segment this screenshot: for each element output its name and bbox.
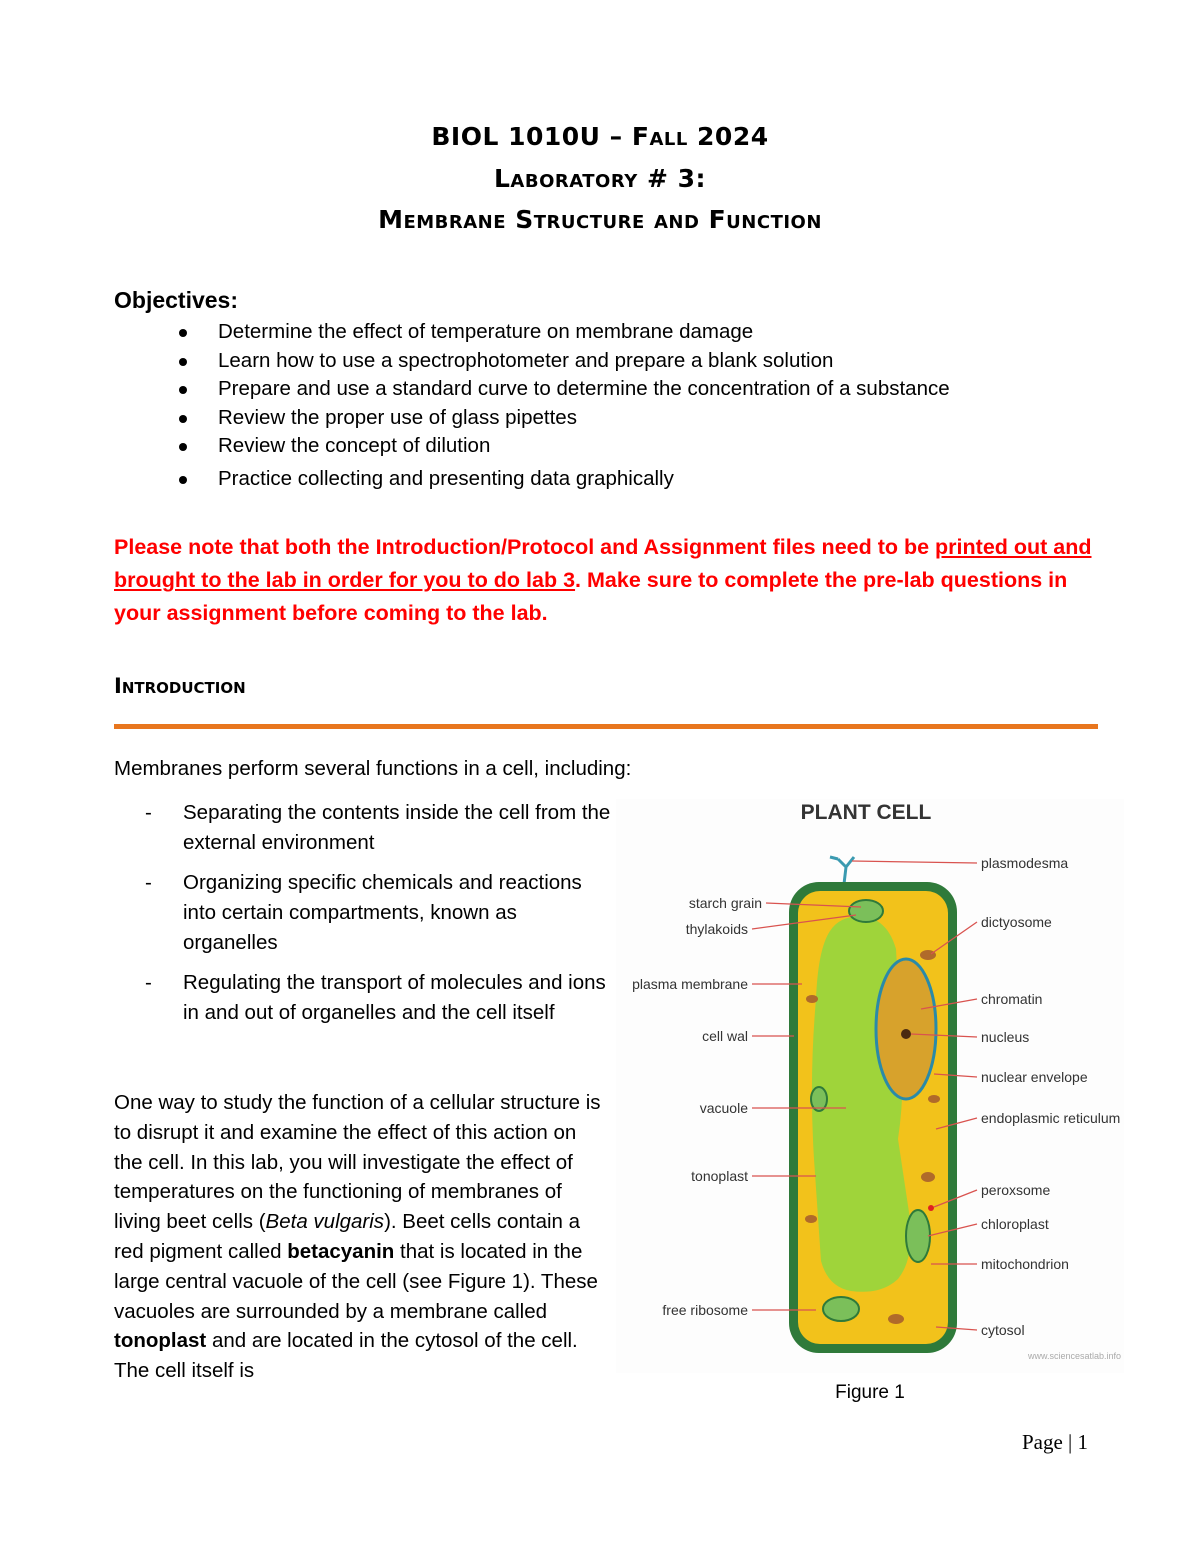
objective-text: Review the proper use of glass pipettes: [218, 405, 577, 429]
label-plasmodesma: plasmodesma: [981, 855, 1069, 871]
doc-lab-title: Membrane Structure and Function: [378, 205, 822, 234]
intro-lead: Membranes perform several functions in a cell, including:: [114, 757, 632, 780]
label-thylakoids: thylakoids: [685, 921, 748, 937]
term-betacyanin: betacyanin: [287, 1239, 395, 1263]
objectives-heading: Objectives:: [114, 287, 238, 313]
plant-cell-diagram: [616, 799, 1124, 1373]
notice-underlined-text: printed out and brought to the lab in order for you to do lab 3: [114, 535, 1092, 592]
label-chloroplast: chloroplast: [981, 1216, 1049, 1232]
paragraph-text: that is located in the large central vacuole of the cell (see Figure 1). These vacuoles are surrounded by a membrane called: [114, 1239, 598, 1323]
label-endoplasmic-reticulum: endoplasmic reticulum: [981, 1110, 1121, 1126]
dash-marker: -: [145, 801, 152, 824]
species-name: Beta vulgaris: [265, 1210, 385, 1234]
objective-text: Determine the effect of temperature on membrane damage: [218, 320, 754, 343]
nucleolus-shape: [901, 1029, 911, 1039]
function-text: Separating the contents inside the cell from the external environment: [183, 801, 611, 854]
paragraph-text: and are located in the cytosol of the cell. The cell itself is: [114, 1329, 578, 1383]
label-starch-grain: starch grain: [688, 895, 762, 911]
paragraph-text: ). Beet cells contain a red pigment called: [114, 1210, 581, 1263]
label-nuclear-envelope: nuclear envelope: [981, 1069, 1088, 1085]
label-peroxisome: peroxsome: [981, 1182, 1051, 1198]
figure-watermark: www.sciencesatlab.info: [1027, 1351, 1121, 1361]
label-nucleus: nucleus: [981, 1029, 1030, 1045]
plant-cell-figure: [616, 799, 1124, 1373]
bullet-icon: [179, 358, 187, 366]
bullet-icon: [179, 443, 187, 451]
organelle-shape: [928, 1095, 940, 1103]
label-chromatin: chromatin: [981, 991, 1043, 1007]
chloroplast-shape: [823, 1297, 859, 1321]
bullet-icon: [179, 476, 187, 484]
list-item: [145, 868, 615, 958]
label-cytosol: cytosol: [981, 1322, 1025, 1338]
list-item: [145, 968, 615, 1028]
label-plasma-membrane: plasma membrane: [632, 976, 748, 992]
label-mitochondrion: mitochondrion: [981, 1256, 1069, 1272]
dash-marker: -: [145, 871, 152, 894]
objective-text: Prepare and use a standard curve to determine the concentration of a substance: [218, 377, 950, 401]
objective-text: Learn how to use a spectrophotometer and prepare a blank solution: [218, 348, 834, 372]
organelle-shape: [805, 1215, 817, 1223]
introduction-heading: Introduction: [114, 674, 246, 698]
bullet-icon: [179, 386, 187, 394]
page-number: Page | 1: [1021, 1430, 1088, 1454]
list-item: [145, 798, 615, 858]
doc-course-title: BIOL 1010U – Fall 2024: [431, 122, 769, 151]
section-divider: [114, 724, 1098, 729]
label-free-ribosome: free ribosome: [662, 1302, 748, 1318]
label-cell-wall: cell wal: [702, 1028, 748, 1044]
function-text: Organizing specific chemicals and reactions into certain compartments, known as organelles: [183, 871, 582, 954]
chloroplast-shape: [906, 1210, 930, 1262]
label-tonoplast: tonoplast: [691, 1168, 748, 1184]
chloroplast-shape: [849, 900, 883, 922]
objective-text: Review the concept of dilution: [218, 434, 491, 458]
objective-text: Practice collecting and presenting data graphically: [218, 466, 674, 490]
peroxisome-shape: [928, 1205, 934, 1211]
label-vacuole: vacuole: [699, 1100, 748, 1116]
organelle-shape: [888, 1314, 904, 1324]
organelle-shape: [806, 995, 818, 1003]
paragraph-text: One way to study the function of a cellular structure is to disrupt it and examine the effect of this action on the cell. In this lab, you will investigate the effect of temperatures on the functioning of membranes of living beet cells (: [114, 1091, 601, 1234]
dash-marker: -: [145, 971, 152, 994]
intro-paragraph: [114, 1088, 604, 1386]
print-notice: [114, 531, 1104, 630]
membrane-functions-list: [145, 798, 615, 1038]
doc-lab-number: Laboratory # 3:: [493, 164, 706, 193]
notice-text: . Make sure to complete the pre-lab questions in your assignment before coming to the lab.: [114, 568, 1068, 625]
organelle-shape: [921, 1172, 935, 1182]
bullet-icon: [179, 415, 187, 423]
label-dictyosome: dictyosome: [981, 914, 1052, 930]
figure-title: PLANT CELL: [800, 801, 932, 824]
figure-caption: Figure 1: [835, 1382, 905, 1403]
notice-text: Please note that both the Introduction/Protocol and Assignment files need to be: [114, 535, 936, 559]
function-text: Regulating the transport of molecules and ions in and out of organelles and the cell itself: [183, 971, 606, 1024]
term-tonoplast: tonoplast: [114, 1329, 207, 1353]
bullet-icon: [179, 329, 187, 337]
